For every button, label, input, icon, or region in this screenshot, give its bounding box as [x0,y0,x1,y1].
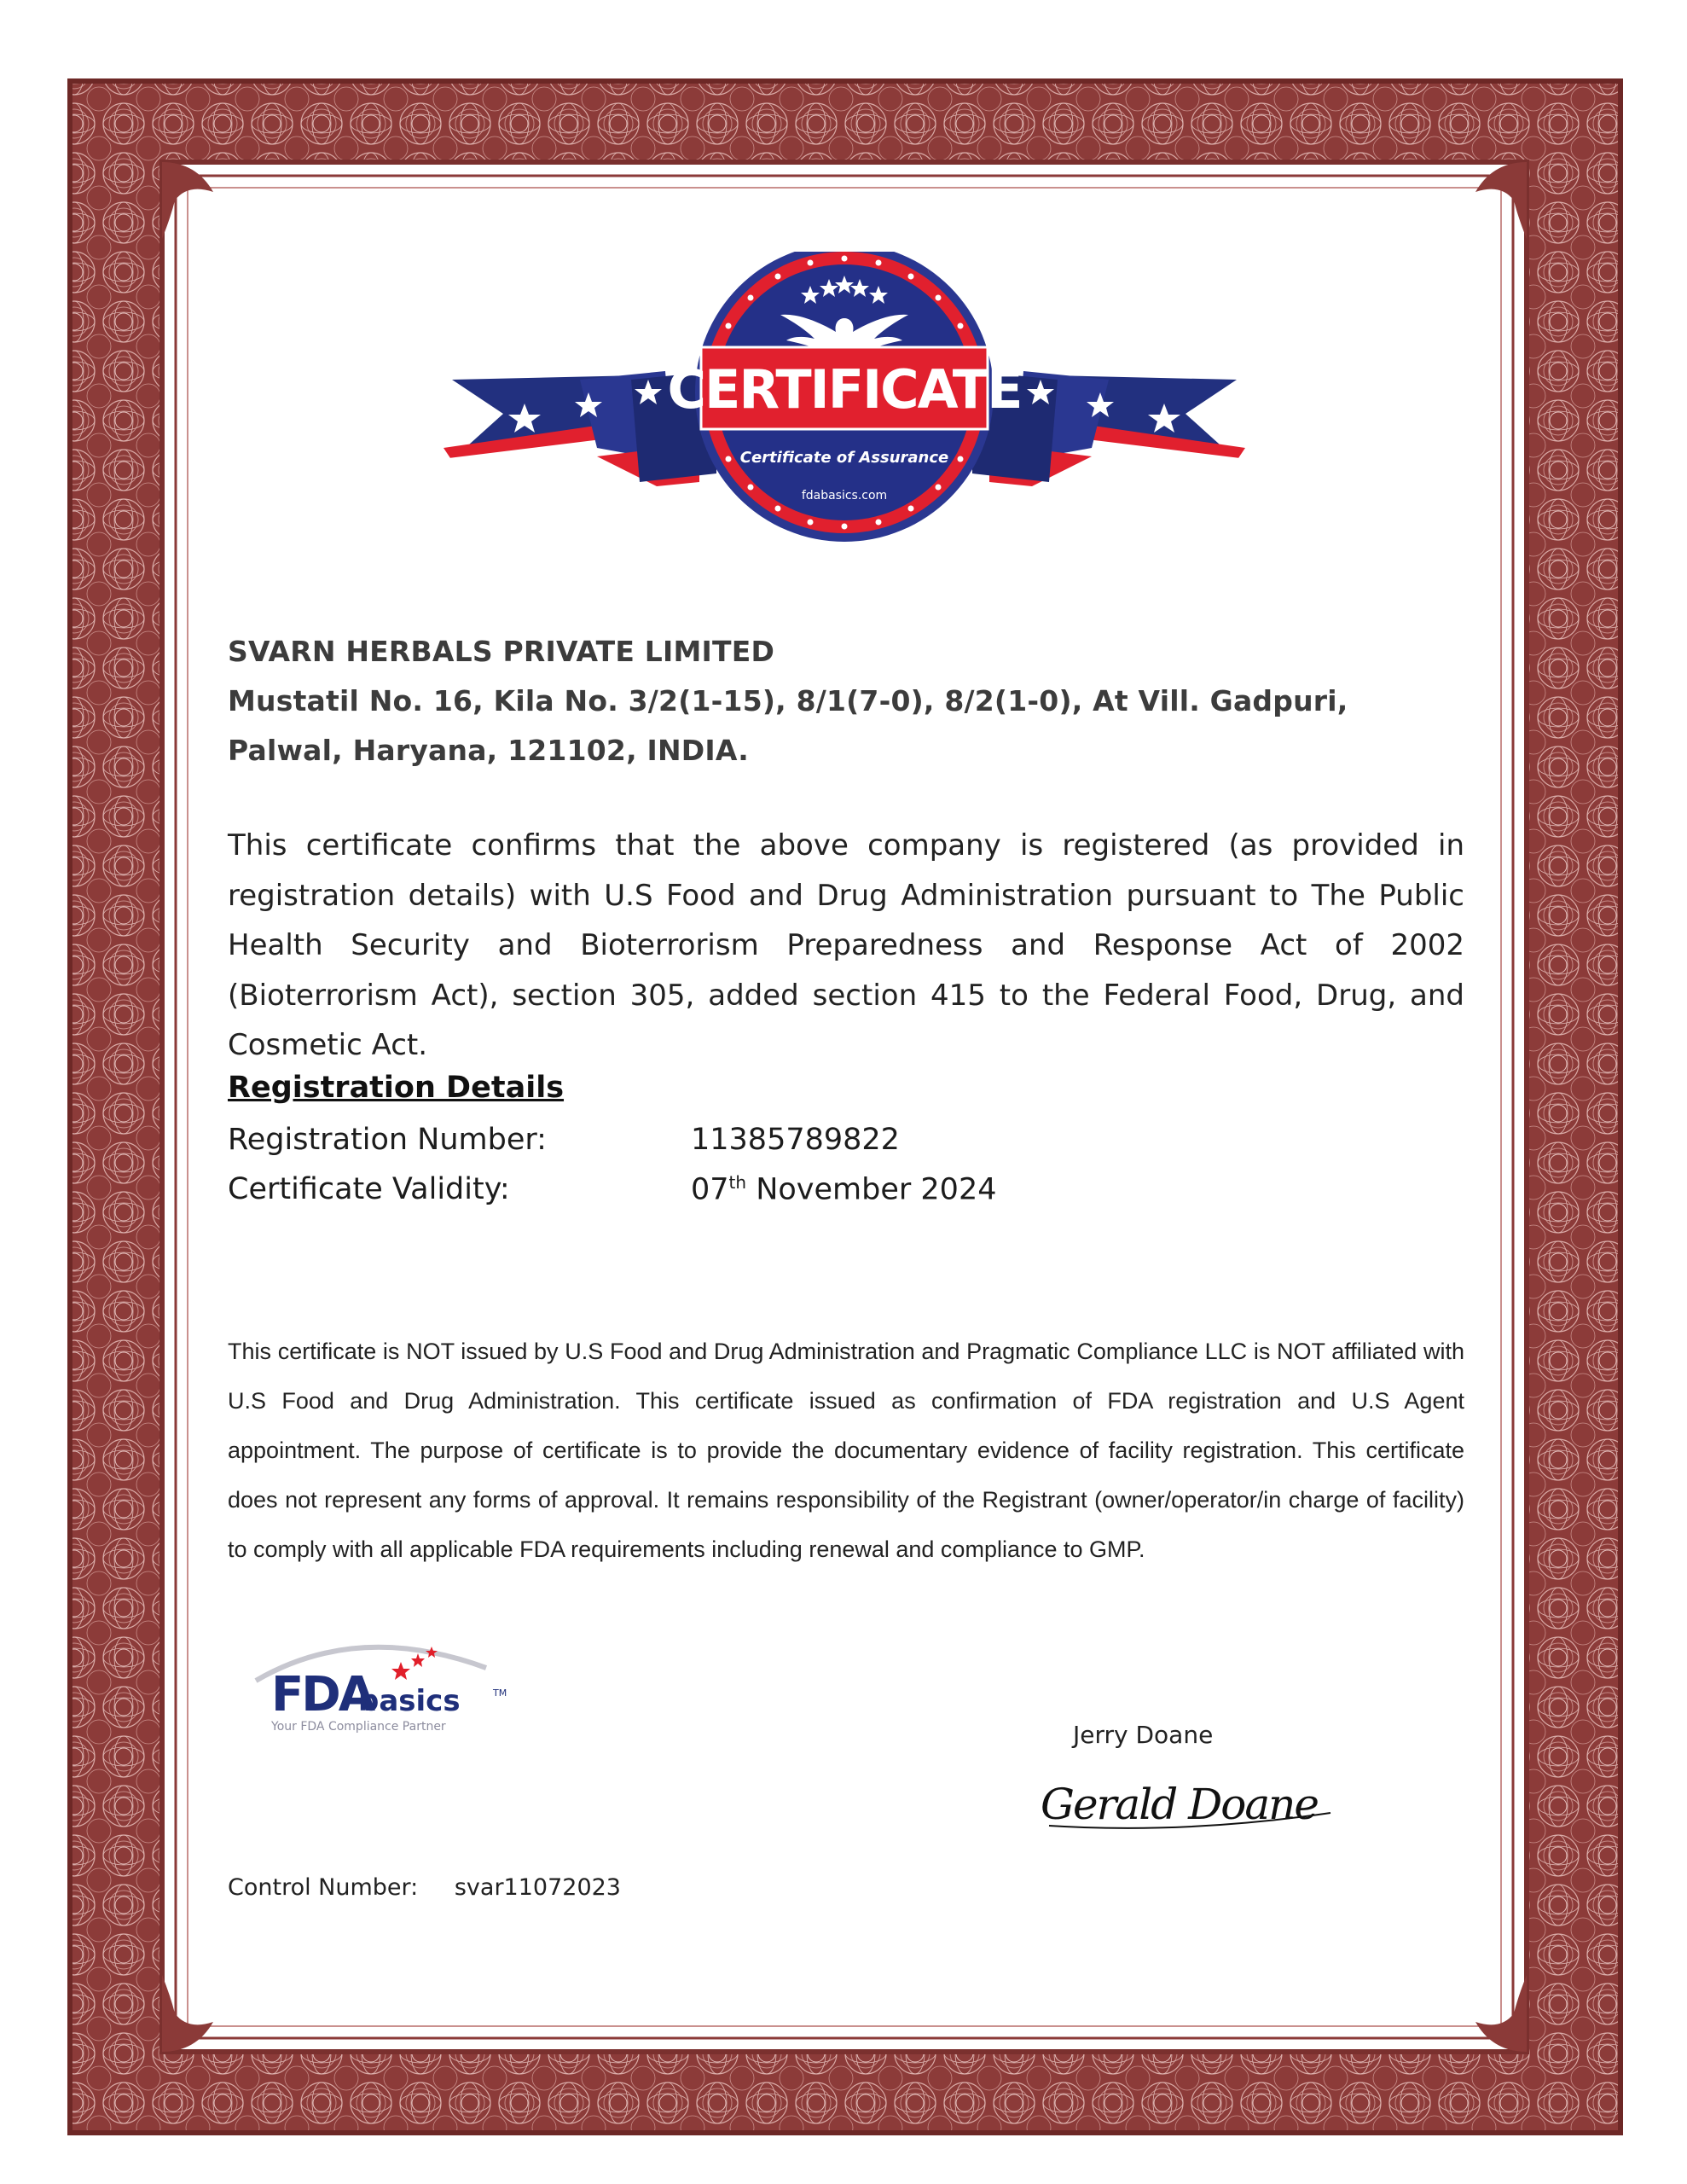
svg-text:TM: TM [493,1687,507,1699]
company-address-line-1: Mustatil No. 16, Kila No. 3/2(1-15), 8/1(7-0), 8/2(1-0), At Vill. Gadpuri, [228,684,1348,717]
svg-text:FDA: FDA [271,1667,374,1722]
badge-subtitle: Certificate of Assurance [739,449,949,467]
registration-heading: Registration Details [228,1071,565,1105]
signatory-name: Jerry Doane [1073,1721,1214,1749]
control-number-label: Control Number: [228,1874,419,1901]
intro-paragraph: This certificate confirms that the above company is registered (as provided in registration details) with U.S Food and Drug Administration pursuant to The Public Health Security and Bioterrorism Preparedness and Response Act of 2002 (Bioterrorism Act), section 305, added section 415 to the Federal Food, Drug, and Cosmetic Act. [228,828,1464,1062]
svg-text:Gerald Doane: Gerald Doane [1041,1780,1318,1829]
company-block [228,627,1348,775]
disclaimer-paragraph: This certificate is NOT issued by U.S Food and Drug Administration and Pragmatic Compliance LLC is NOT affiliated with U.S Food and Drug Administration. This certificate issued as confirmation of FDA registration and U.S Agent appointment. The purpose of certificate is to provide the documentary evidence of facility registration. This certificate does not represent any forms of approval. It remains responsibility of the Registrant (owner/operator/in charge of facility) to comply with all applicable FDA requirements including renewal and compliance to GMP. [228,1339,1464,1562]
fdabasics-logo [230,1621,520,1740]
svg-text:basics: basics [358,1684,461,1718]
badge-title: CERTIFICATE [667,358,1022,421]
control-number-value: svar11072023 [454,1874,621,1901]
badge-website: fdabasics.com [801,489,888,502]
registration-number-value: 11385789822 [691,1123,900,1157]
certificate-validity-value: 07th November 2024 [691,1172,997,1207]
registration-number-label: Registration Number: [228,1123,547,1157]
certificate-badge [443,252,1245,610]
company-address-line-2: Palwal, Haryana, 121102, INDIA. [228,734,749,767]
control-number [228,1874,621,1901]
svg-text:Your FDA Compliance Partner: Your FDA Compliance Partner [271,1720,446,1734]
company-name: SVARN HERBALS PRIVATE LIMITED [228,635,775,668]
certificate-validity-label: Certificate Validity: [228,1172,510,1206]
signature [1032,1766,1339,1843]
